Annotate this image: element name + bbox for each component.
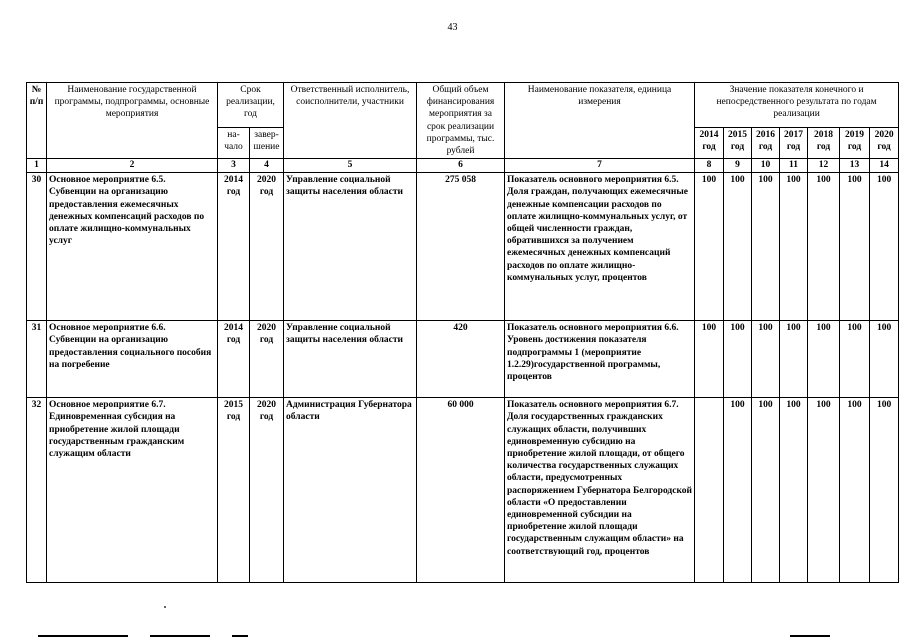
header-year-2019: 2019 год [840, 128, 870, 159]
header-year-2016: 2016 год [752, 128, 780, 159]
column-number: 5 [284, 159, 417, 173]
header-indicator: Наименование показателя, единица измерения [505, 83, 695, 159]
end-year: 2020 год [250, 173, 284, 321]
value-2019: 100 [840, 173, 870, 321]
header-values: Значение показателя конечного и непосредственного результата по годам реализации [695, 83, 899, 128]
value-2019: 100 [840, 321, 870, 398]
value-2015: 100 [724, 321, 752, 398]
page-number: 43 [447, 22, 458, 33]
scan-edge-mark [38, 635, 128, 637]
value-2020: 100 [870, 321, 899, 398]
column-number: 6 [417, 159, 505, 173]
scan-edge-mark [150, 635, 210, 637]
header-year-2018: 2018 год [808, 128, 840, 159]
end-year: 2020 год [250, 321, 284, 398]
row-number: 32 [27, 398, 47, 583]
header-end: завер-шение [250, 128, 284, 159]
row-number: 30 [27, 173, 47, 321]
column-number: 2 [47, 159, 218, 173]
indicator: Показатель основного мероприятия 6.7. Доля государственных гражданских служащих области, получивших единовременную субсидию на приобретение жилой площади, от общего количества государственных служащих области, предусмотренных распоряжением Губернатора Белгородской области «О предоставлении единовременной субсидии на приобретение жилой площади государственным служащим области» на соответствующий год, процентов [505, 398, 695, 583]
header-financing: Общий объем финансирования мероприятия за срок реализации программы, тыс. рублей [417, 83, 505, 159]
value-2017: 100 [780, 173, 808, 321]
column-number: 12 [808, 159, 840, 173]
indicator: Показатель основного мероприятия 6.5. Доля граждан, получающих ежемесячные денежные компенсации расходов по оплате жилищно-коммунальных услуг, от общей численности граждан, обратившихся за получением ежемесячных денежных компенсаций расходов по оплате жилищно-коммунальных услуг, процентов [505, 173, 695, 321]
column-number: 14 [870, 159, 899, 173]
header-year-2017: 2017 год [780, 128, 808, 159]
indicator: Показатель основного мероприятия 6.6. Уровень достижения показателя подпрограммы 1 (мероприятие 1.2.29)государственной программы, процентов [505, 321, 695, 398]
column-number: 3 [218, 159, 250, 173]
value-2019: 100 [840, 398, 870, 583]
header-period: Срок реализации, год [218, 83, 284, 128]
measure-name: Основное мероприятие 6.5. Субвенции на организацию предоставления ежемесячных денежных компенсаций расходов по оплате жилищно-коммунальных услуг [47, 173, 218, 321]
value-2020: 100 [870, 398, 899, 583]
column-number: 8 [695, 159, 724, 173]
value-2014: 100 [695, 173, 724, 321]
value-2016: 100 [752, 173, 780, 321]
start-year: 2014 год [218, 173, 250, 321]
value-2015: 100 [724, 173, 752, 321]
start-year: 2015 год [218, 398, 250, 583]
measure-name: Основное мероприятие 6.6. Субвенции на организацию предоставления социального пособия на погребение [47, 321, 218, 398]
column-number: 7 [505, 159, 695, 173]
row-number: 31 [27, 321, 47, 398]
value-2015: 100 [724, 398, 752, 583]
table-row [27, 398, 899, 583]
column-numbers-row [27, 159, 899, 173]
column-number: 9 [724, 159, 752, 173]
financing-amount: 420 [417, 321, 505, 398]
value-2017: 100 [780, 321, 808, 398]
financing-amount: 60 000 [417, 398, 505, 583]
value-2018: 100 [808, 398, 840, 583]
executor: Управление социальной защиты населения области [284, 321, 417, 398]
value-2016: 100 [752, 321, 780, 398]
start-year: 2014 год [218, 321, 250, 398]
value-2014: 100 [695, 321, 724, 398]
table-row [27, 173, 899, 321]
executor: Администрация Губернатора области [284, 398, 417, 583]
value-2018: 100 [808, 321, 840, 398]
header-no: № п/п [27, 83, 47, 159]
header-executor: Ответственный исполнитель, соисполнители, участники [284, 83, 417, 159]
table-row [27, 321, 899, 398]
column-number: 4 [250, 159, 284, 173]
column-number: 11 [780, 159, 808, 173]
header-row-1 [27, 83, 899, 128]
value-2018: 100 [808, 173, 840, 321]
column-number: 10 [752, 159, 780, 173]
column-number: 13 [840, 159, 870, 173]
executor: Управление социальной защиты населения области [284, 173, 417, 321]
header-name: Наименование государственной программы, подпрограммы, основные мероприятия [47, 83, 218, 159]
value-2016: 100 [752, 398, 780, 583]
value-2020: 100 [870, 173, 899, 321]
header-year-2020: 2020 год [870, 128, 899, 159]
header-year-2015: 2015 год [724, 128, 752, 159]
value-2017: 100 [780, 398, 808, 583]
scan-edge-mark [232, 635, 248, 637]
header-start: на-чало [218, 128, 250, 159]
program-measures-table [26, 82, 899, 583]
value-2014 [695, 398, 724, 583]
header-year-2014: 2014 год [695, 128, 724, 159]
column-number: 1 [27, 159, 47, 173]
scan-speck [164, 606, 166, 608]
scan-edge-mark [790, 635, 830, 637]
measure-name: Основное мероприятие 6.7. Единовременная субсидия на приобретение жилой площади государственным гражданским служащим области [47, 398, 218, 583]
end-year: 2020 год [250, 398, 284, 583]
financing-amount: 275 058 [417, 173, 505, 321]
